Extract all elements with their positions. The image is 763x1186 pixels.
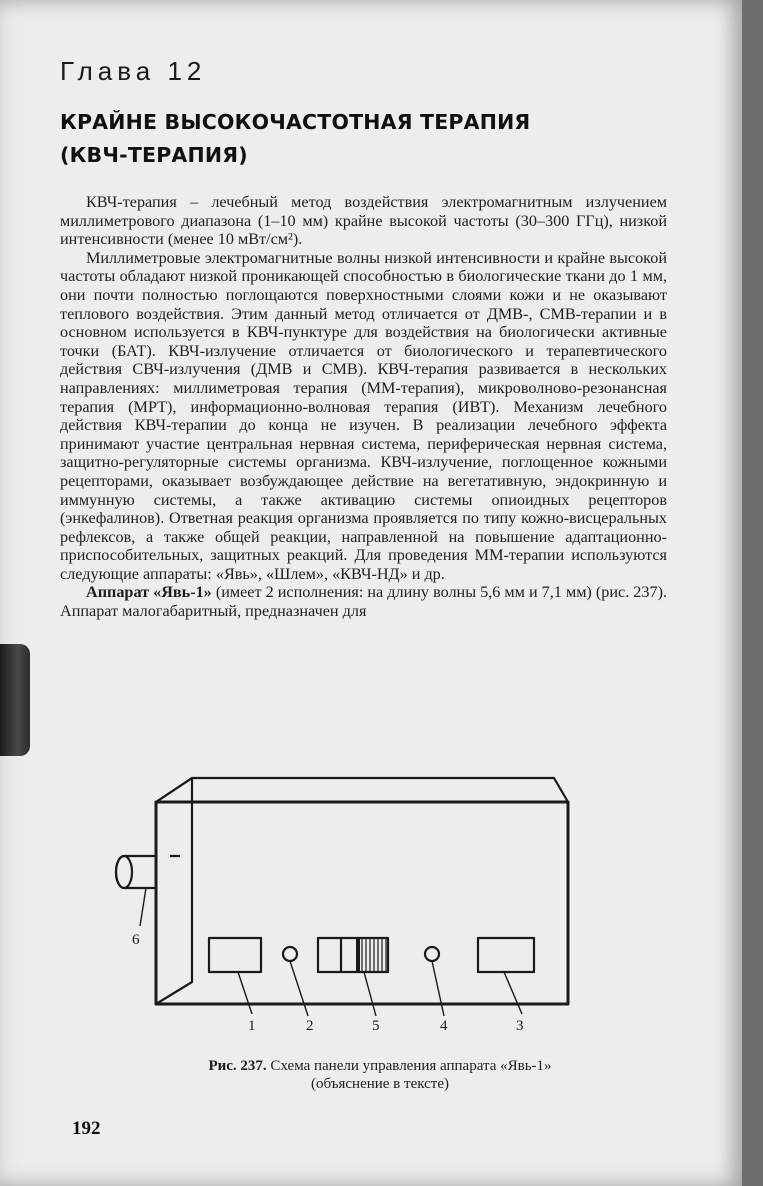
- label-4: 4: [440, 1018, 448, 1034]
- switch-5-hatch: [362, 939, 386, 971]
- chapter-title-line-1: КРАЙНЕ ВЫСОКОЧАСТОТНАЯ ТЕРАПИЯ: [60, 110, 531, 134]
- label-1: 1: [248, 1018, 256, 1034]
- caption-line-2: (объяснение в тексте): [310, 1076, 450, 1092]
- chapter-title: [60, 106, 700, 172]
- chapter-title-line-2: (КВЧ-ТЕРАПИЯ): [60, 143, 248, 167]
- device-name: Аппарат «Явь-1»: [86, 583, 212, 602]
- label-3: 3: [516, 1018, 524, 1034]
- device-panel-diagram: [60, 768, 700, 1043]
- label-2: 2: [306, 1018, 314, 1034]
- paragraph-2: Миллиметровые электромагнитные волны низкой интенсивности и крайне высокой частоты обладают низкой проникающей способностью в биологические ткани до 1 мм, они почти полностью поглощаются поверхностными слоями кожи и не оказывают теплового воздействия. Этим данный метод отличается от ДМВ-, СМВ-терапии и в основном используется в КВЧ-пунктуре для воздействия на биологически активные точки (БАТ). КВЧ-излучение отличается от биологического и терапевтического действия СВЧ-излучения (ДМВ и СМВ). КВЧ-терапия развивается в нескольких направлениях: миллиметровая терапия (ММ-терапия), микроволново-резонансная терапия (МРТ), информационно-волновая терапия (ИВТ). Механизм лечебного действия КВЧ-терапии до конца не изучен. В реализации лечебного эффекта принимают участие центральная нервная система, периферическая нервная система, защитно-регуляторные системы организма. КВЧ-излучение, поглощенное кожными рецепторами, оказывает возбуждающее действие на вегетативную, эндокринную и иммунную системы, а также активацию системы опиоидных рецепторов (энкефалинов). Ответная реакция организма проявляется по типу кожно-висцеральных рефлексов, а также общей реакции, направленной на повышение адаптационно-приспособительных, защитных реакций. Для проведения ММ-терапии используются следующие аппараты: «Явь», «Шлем», «КВЧ-НД» и др.: [60, 248, 667, 583]
- page-number: 192: [72, 1118, 101, 1139]
- paragraph-1: КВЧ-терапия – лечебный метод воздействия электромагнитным излучением миллиметрового диапазона (1–10 мм) крайне высокой частоты (30–300 ГГц), низкой интенсивности (менее 10 мВт/см²).: [60, 193, 667, 249]
- display-1: [209, 938, 261, 972]
- box-front-face: [156, 802, 568, 1004]
- paragraph-3-text: (имеет 2 исполнения: на длину волны 5,6 мм и 7,1 мм) (рис. 237). Аппарат малогабаритный, предназначен для: [60, 583, 668, 621]
- display-3: [478, 938, 534, 972]
- knob-2: [283, 947, 297, 961]
- knob-4: [425, 947, 439, 961]
- chapter-label: Глава 12: [60, 56, 207, 86]
- page-edge-shadow: [0, 644, 30, 756]
- box-left-edge: [156, 778, 192, 1004]
- caption-figure-number: Рис. 237.: [208, 1058, 267, 1074]
- connector-cylinder: [116, 856, 180, 888]
- leader-lines: [140, 888, 522, 1016]
- body-text: [60, 193, 667, 621]
- caption-line-1: [80, 1057, 680, 1075]
- figure-caption: [80, 1057, 680, 1093]
- box-top-face: [156, 778, 568, 802]
- label-6: 6: [132, 932, 140, 948]
- label-5: 5: [372, 1018, 380, 1034]
- caption-text: Схема панели управления аппарата «Явь-1»: [266, 1058, 552, 1074]
- paragraph-3: [60, 583, 667, 620]
